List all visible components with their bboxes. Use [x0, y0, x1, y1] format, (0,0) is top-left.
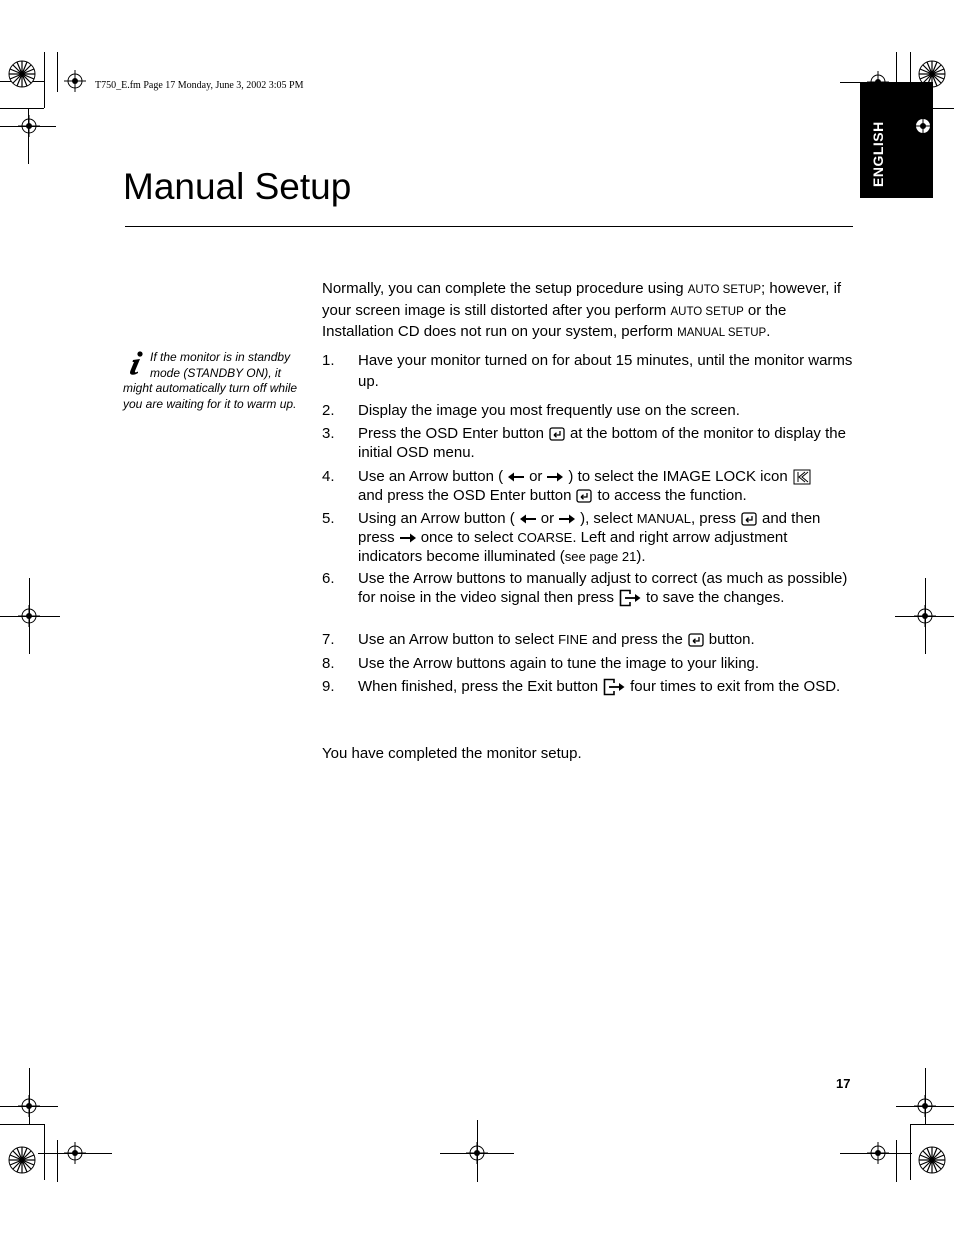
left-arrow-icon [508, 472, 524, 482]
auto-setup-term: AUTO SETUP [670, 305, 744, 318]
step-9 [322, 677, 854, 696]
closing-paragraph: You have completed the monitor setup. [322, 745, 582, 762]
step-3 [322, 424, 854, 462]
info-icon [123, 350, 147, 376]
step-number: 1. [322, 352, 335, 369]
enter-button-icon [741, 512, 757, 526]
file-info-header: T750_E.fm Page 17 Monday, June 3, 2002 3:05 PM [95, 80, 304, 91]
crosshair-icon [64, 1142, 86, 1164]
step-text-part: four times to exit from the OSD. [630, 678, 841, 695]
step-text-part: or [529, 468, 543, 485]
step-text-part: once to select [420, 529, 518, 546]
image-lock-icon [793, 469, 811, 485]
intro-paragraph [322, 279, 852, 344]
step-text-part: and press the [587, 631, 683, 648]
step-6 [322, 569, 854, 607]
step-text-part: ) to select the IMAGE LOCK icon [568, 468, 788, 485]
manual-term: MANUAL [636, 511, 691, 526]
step-number: 5. [322, 510, 335, 527]
step-number: 3. [322, 425, 335, 442]
step-text [358, 424, 854, 462]
crosshair-icon [914, 605, 936, 627]
step-number: 2. [322, 402, 335, 419]
enter-button-icon [688, 633, 704, 647]
step-text-part: ). [636, 548, 646, 565]
step-4 [322, 467, 854, 505]
step-2 [322, 401, 854, 420]
right-arrow-icon [547, 472, 563, 482]
step-text-part: , press [690, 510, 736, 527]
intro-text: Normally, you can complete the setup procedure using [322, 280, 688, 297]
left-arrow-icon [520, 514, 536, 524]
step-text [358, 630, 854, 649]
step-text-part: to save the changes. [646, 589, 785, 606]
crosshair-icon [64, 70, 86, 92]
intro-text: . [766, 323, 771, 340]
step-text: Use the Arrow buttons again to tune the image to your liking. [358, 655, 760, 672]
crosshair-icon [18, 1095, 40, 1117]
manual-setup-term: MANUAL SETUP [677, 327, 767, 339]
enter-button-icon [549, 427, 565, 441]
step-text-part: Press the OSD Enter button [358, 425, 544, 442]
step-1 [322, 350, 854, 392]
crosshair-icon [867, 1142, 889, 1164]
step-text-part: . Left and right arrow adjustment indicators become illuminated ( [358, 529, 788, 565]
step-text [358, 509, 854, 566]
step-5 [322, 509, 854, 566]
enter-button-icon [576, 489, 592, 503]
crosshair-icon [18, 115, 40, 137]
registration-mark-icon [918, 1146, 946, 1174]
step-number: 4. [322, 468, 335, 485]
step-7 [322, 630, 854, 649]
step-text: Display the image you most frequently use on the screen. [358, 402, 740, 419]
step-text-part: Use an Arrow button ( [358, 468, 504, 485]
step-text-part: at the bottom of the monitor to display the initial OSD menu. [358, 425, 846, 461]
page-reference: see page 21 [564, 549, 637, 564]
crosshair-icon [466, 1142, 488, 1164]
page-number: 17 [836, 1076, 851, 1091]
sidebar-note [123, 350, 301, 412]
step-text [358, 569, 854, 607]
fine-term: FINE [558, 632, 588, 647]
step-8 [322, 654, 854, 673]
step-text [358, 467, 854, 505]
step-number: 6. [322, 570, 335, 587]
step-number: 8. [322, 655, 335, 672]
intro-text: ; however, if your screen image is still distorted after you perform [322, 280, 842, 319]
step-text-part: When finished, press the Exit button [358, 678, 599, 695]
page-title: Manual Setup [123, 166, 352, 207]
step-text-part: to access the function. [597, 487, 747, 504]
step-text-part: Using an Arrow button ( [358, 510, 515, 527]
step-text [358, 677, 854, 696]
step-text-part: button. [708, 631, 755, 648]
crosshair-icon [914, 1095, 936, 1117]
registration-mark-icon [8, 1146, 36, 1174]
registration-mark-icon [8, 60, 36, 88]
step-text: Have your monitor turned on for about 15 minutes, until the monitor warms up. [358, 352, 853, 390]
title-divider [125, 226, 853, 227]
step-text-part: or [540, 510, 555, 527]
right-arrow-icon [559, 514, 575, 524]
crosshair-icon [18, 605, 40, 627]
note-text: If the monitor is in standby mode (STANDBY ON), it might automatically turn off while you are waiting for it to warm up. [123, 350, 298, 411]
coarse-term: COARSE [517, 530, 573, 545]
step-text-part: Use the Arrow buttons to manually adjust to correct (as much as possible) for noise in the video signal then press [358, 570, 848, 606]
exit-button-icon [619, 589, 641, 607]
step-text-part: Use an Arrow button to select [358, 631, 559, 648]
step-text-part: and then press [358, 510, 821, 546]
step-number: 7. [322, 631, 335, 648]
language-tab [860, 82, 933, 198]
auto-setup-term: AUTO SETUP [687, 284, 762, 296]
intro-text: or the Installation CD does not run on your system, perform [322, 301, 787, 340]
step-number: 9. [322, 678, 335, 695]
crosshair-icon [913, 116, 933, 136]
exit-button-icon [603, 678, 625, 696]
language-tab-label: ENGLISH [870, 121, 886, 187]
step-text-part: and press the OSD Enter button [358, 487, 572, 504]
right-arrow-icon [400, 533, 416, 543]
step-text-part: ), select [580, 510, 637, 527]
